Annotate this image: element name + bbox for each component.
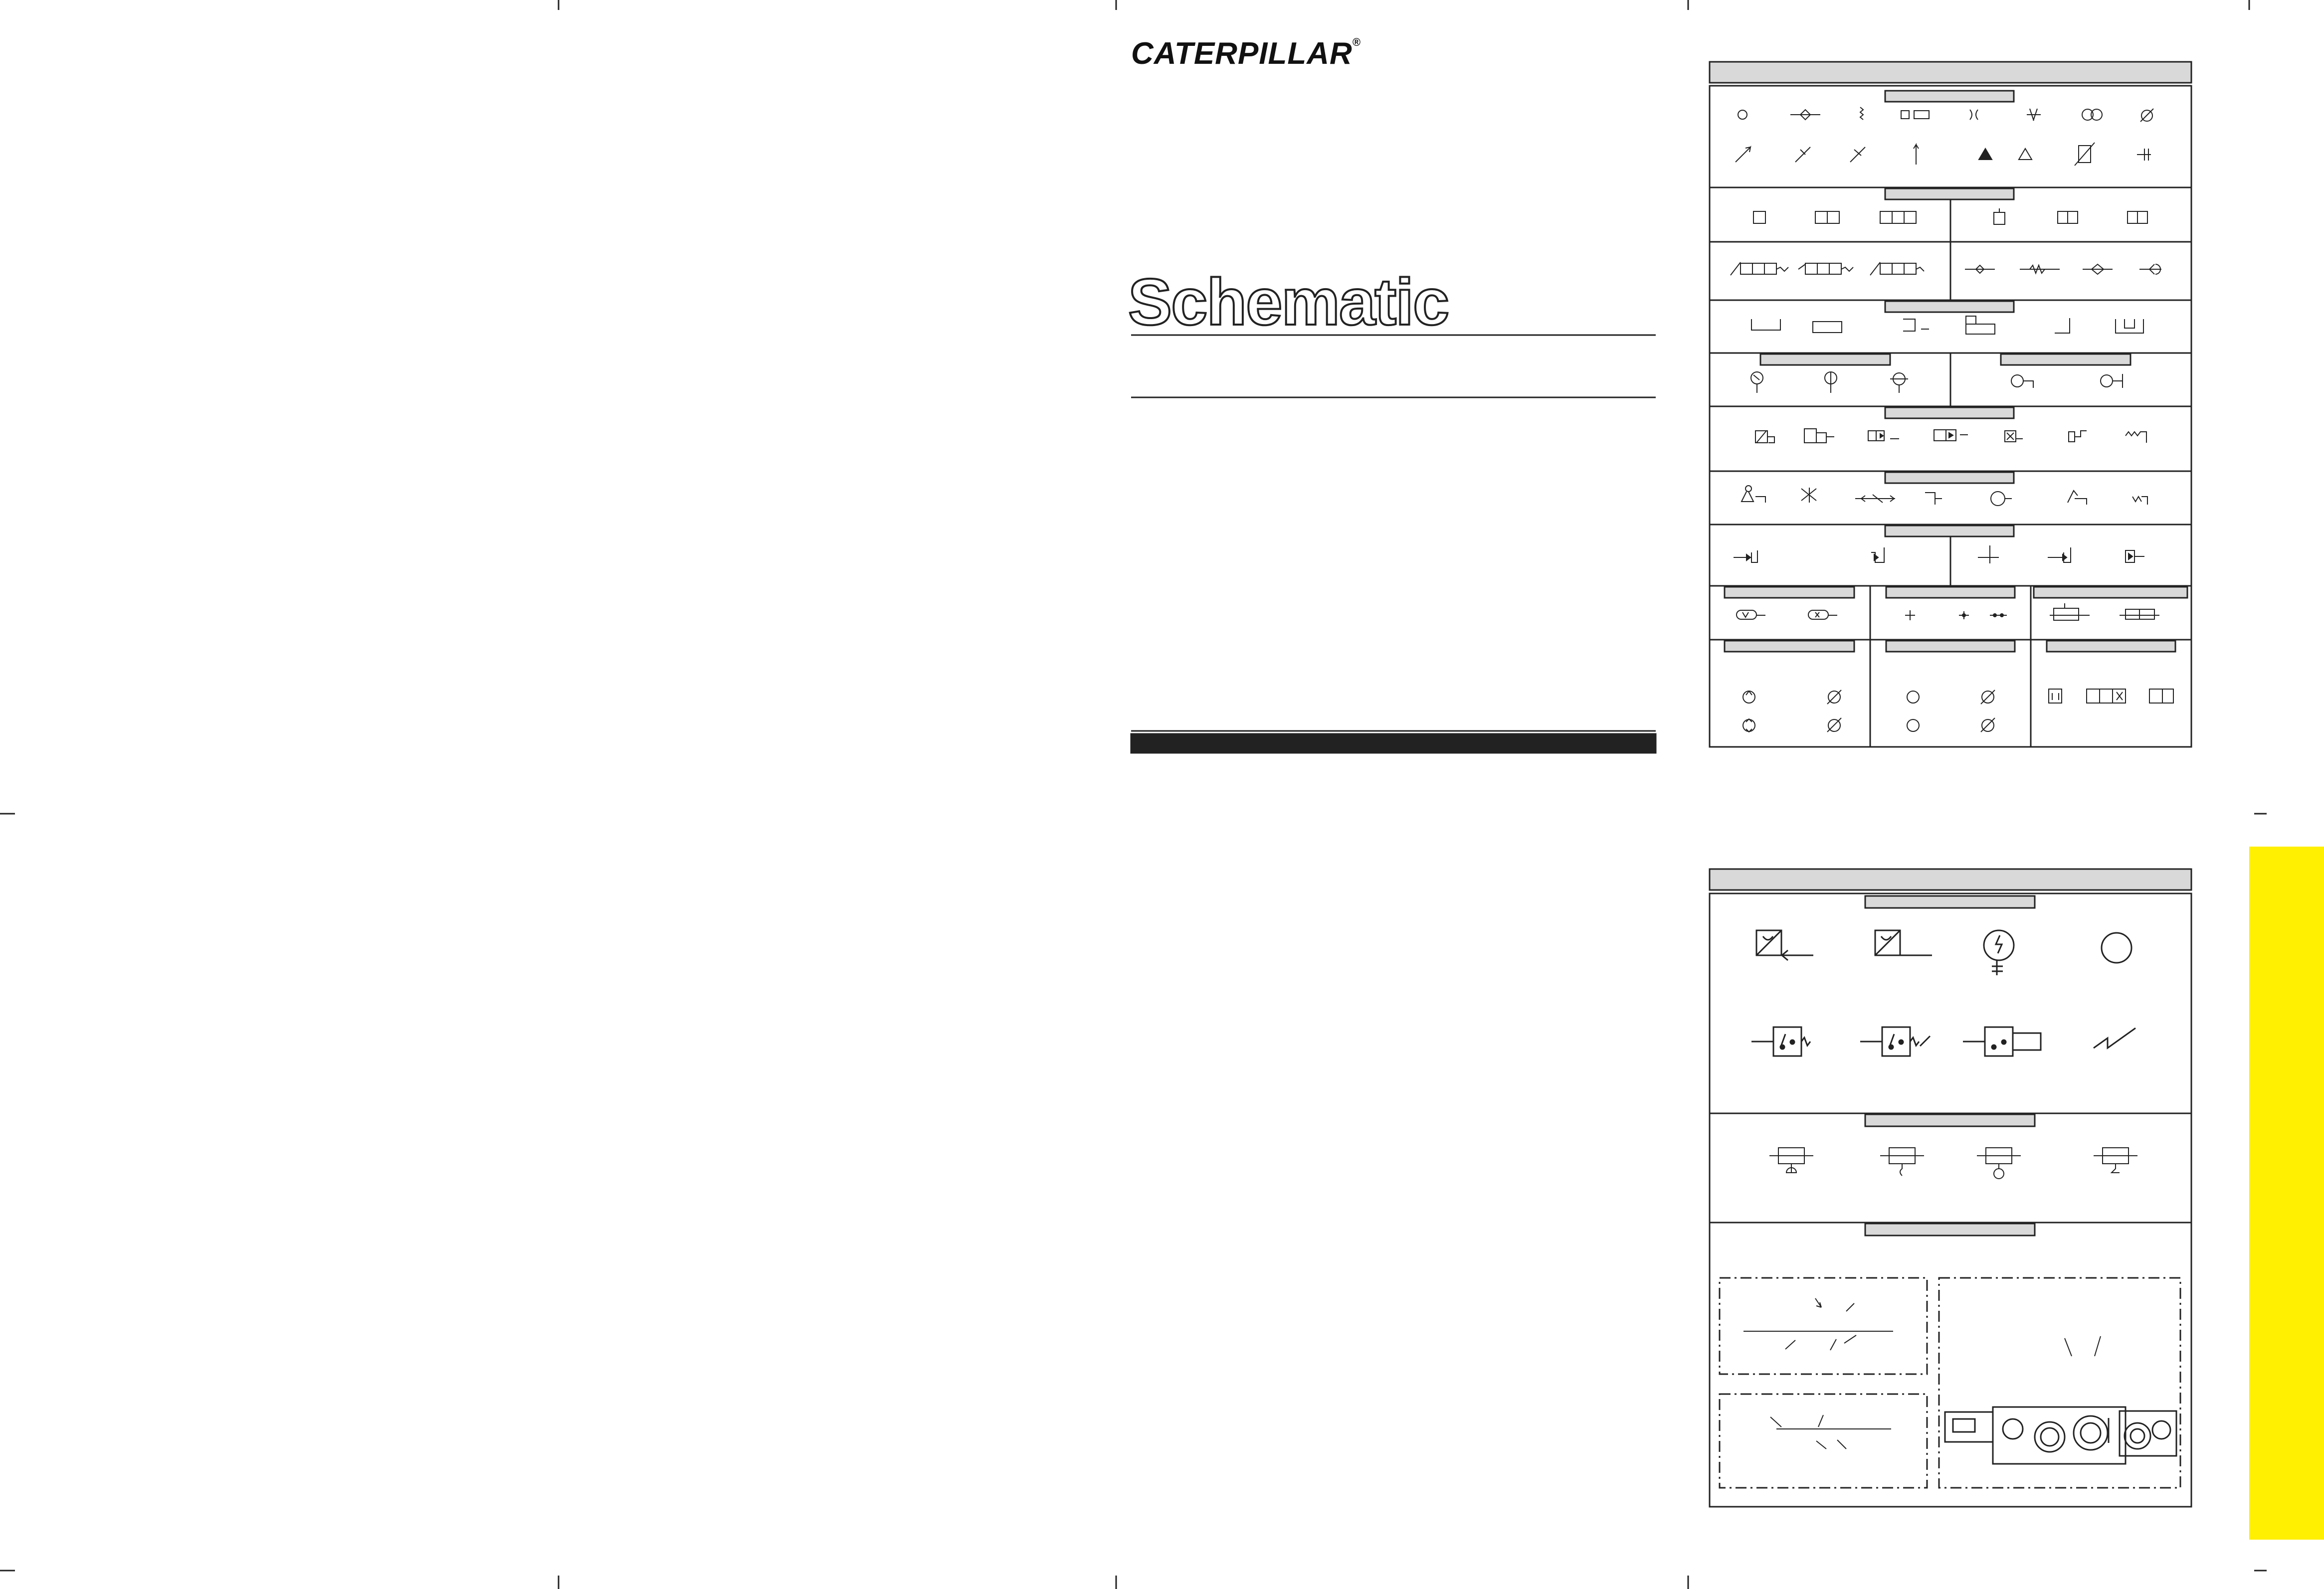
- cover-title: Schematic: [1128, 265, 1449, 339]
- registered-mark: ®: [1352, 36, 1361, 48]
- lower-panel-header: [1710, 869, 2191, 890]
- brand-name: CATERPILLAR: [1131, 36, 1353, 71]
- cover-bar: [1131, 734, 1656, 753]
- upper-panel-header: [1710, 62, 2191, 83]
